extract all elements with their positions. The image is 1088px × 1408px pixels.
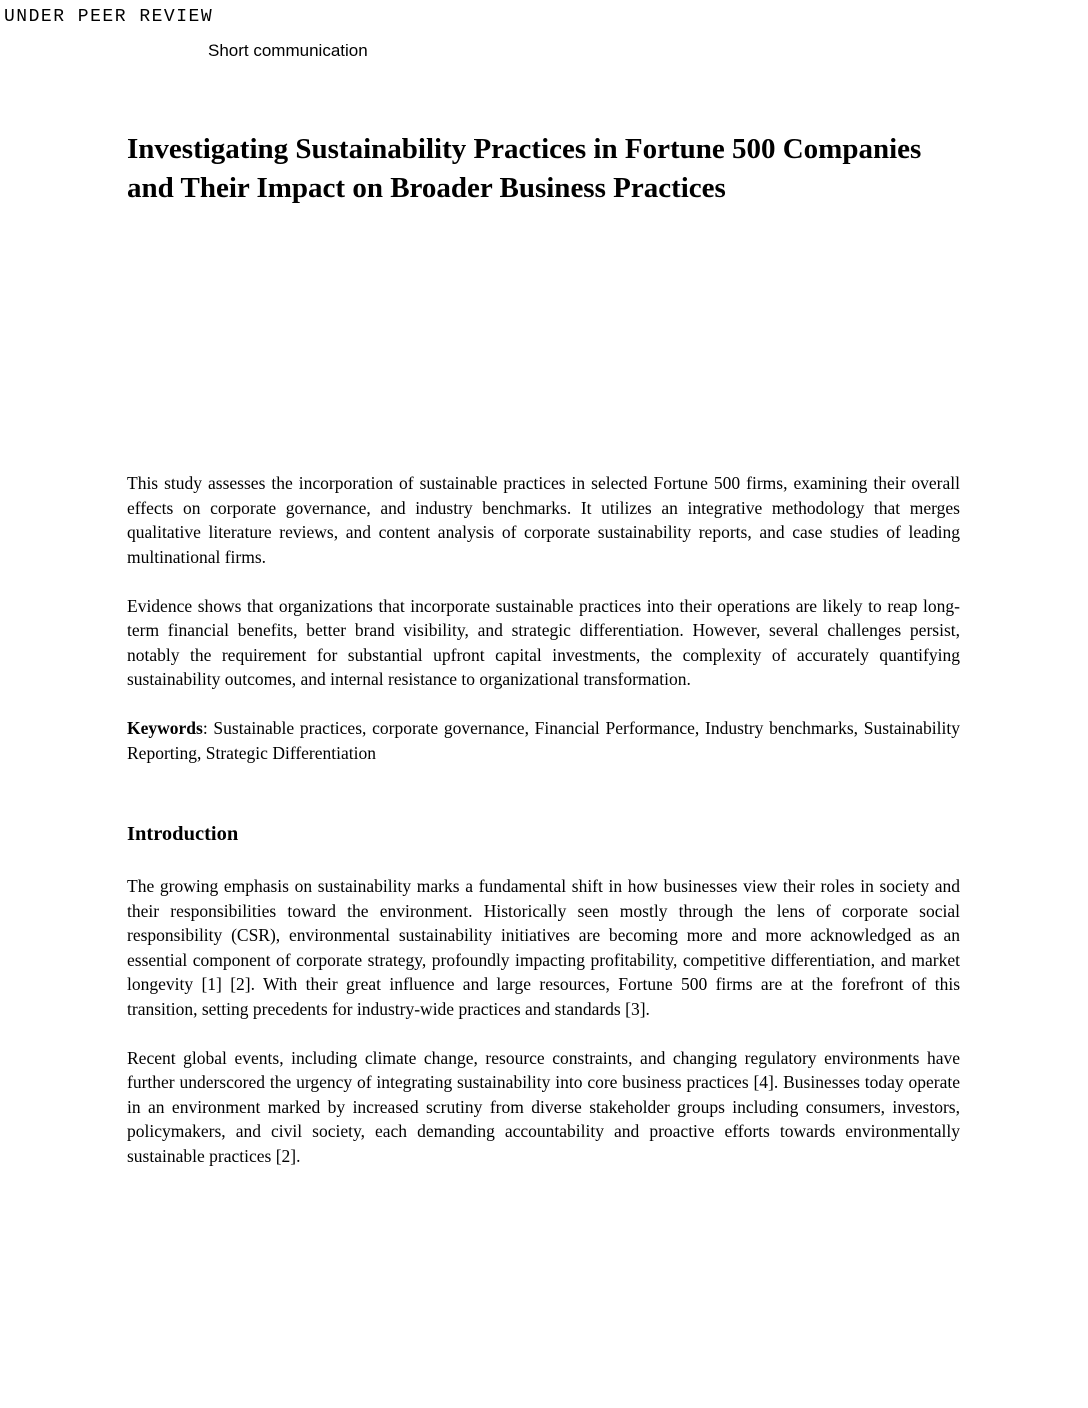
introduction-paragraph-1: The growing emphasis on sustainability marks a fundamental shift in how businesses view their roles in society and their responsibilities toward the environment. Historically seen mostly through the lens of corporate social responsibility (CSR), environmental sustainability initiatives are becoming more and more acknowledged as an essential component of corporate strategy, profoundly impacting profitability, competitive differentiation, and market longevity [1] [2]. With their great influence and large resources, Fortune 500 firms are at the forefront of this transition, setting precedents for industry-wide practices and standards [3].: [127, 876, 960, 1019]
doc-type-label: Short communication: [208, 41, 368, 60]
abstract-paragraph-1: This study assesses the incorporation of sustainable practices in selected Fortune 500 firms, examining their overall effects on corporate governance, and industry benchmarks. It utilizes an integrative methodology that merges qualitative literature reviews, and content analysis of corporate sustainability reports, and case studies of leading multinational firms.: [127, 473, 960, 567]
abstract-paragraph-2: Evidence shows that organizations that incorporate sustainable practices into their operations are likely to reap long-term financial benefits, better brand visibility, and strategic differentiation. However, several challenges persist, notably the requirement for substantial upfront capital investments, the complexity of accurately quantifying sustainability outcomes, and internal resistance to organizational transformation.: [127, 595, 960, 689]
peer-review-banner: UNDER PEER REVIEW: [4, 7, 214, 27]
paper-body: [127, 130, 960, 1168]
paper-title: Investigating Sustainability Practices in Fortune 500 Companies and Their Impact on Broader Business Practices: [127, 133, 922, 204]
keywords-text: : Sustainable practices, corporate governance, Financial Performance, Industry benchmarks, Sustainability Reporting, Strategic Differentiation: [127, 718, 960, 763]
keywords-paragraph: [127, 716, 960, 765]
keywords-label: Keywords: [127, 718, 203, 738]
section-heading-introduction: Introduction: [127, 823, 239, 845]
introduction-paragraph-2: Recent global events, including climate change, resource constraints, and changing regulatory environments have further underscored the urgency of integrating sustainability into core business practices [4]. Businesses today operate in an environment marked by increased scrutiny from diverse stakeholder groups including consumers, investors, policymakers, and civil society, each demanding accountability and proactive efforts towards environmentally sustainable practices [2].: [127, 1047, 960, 1166]
